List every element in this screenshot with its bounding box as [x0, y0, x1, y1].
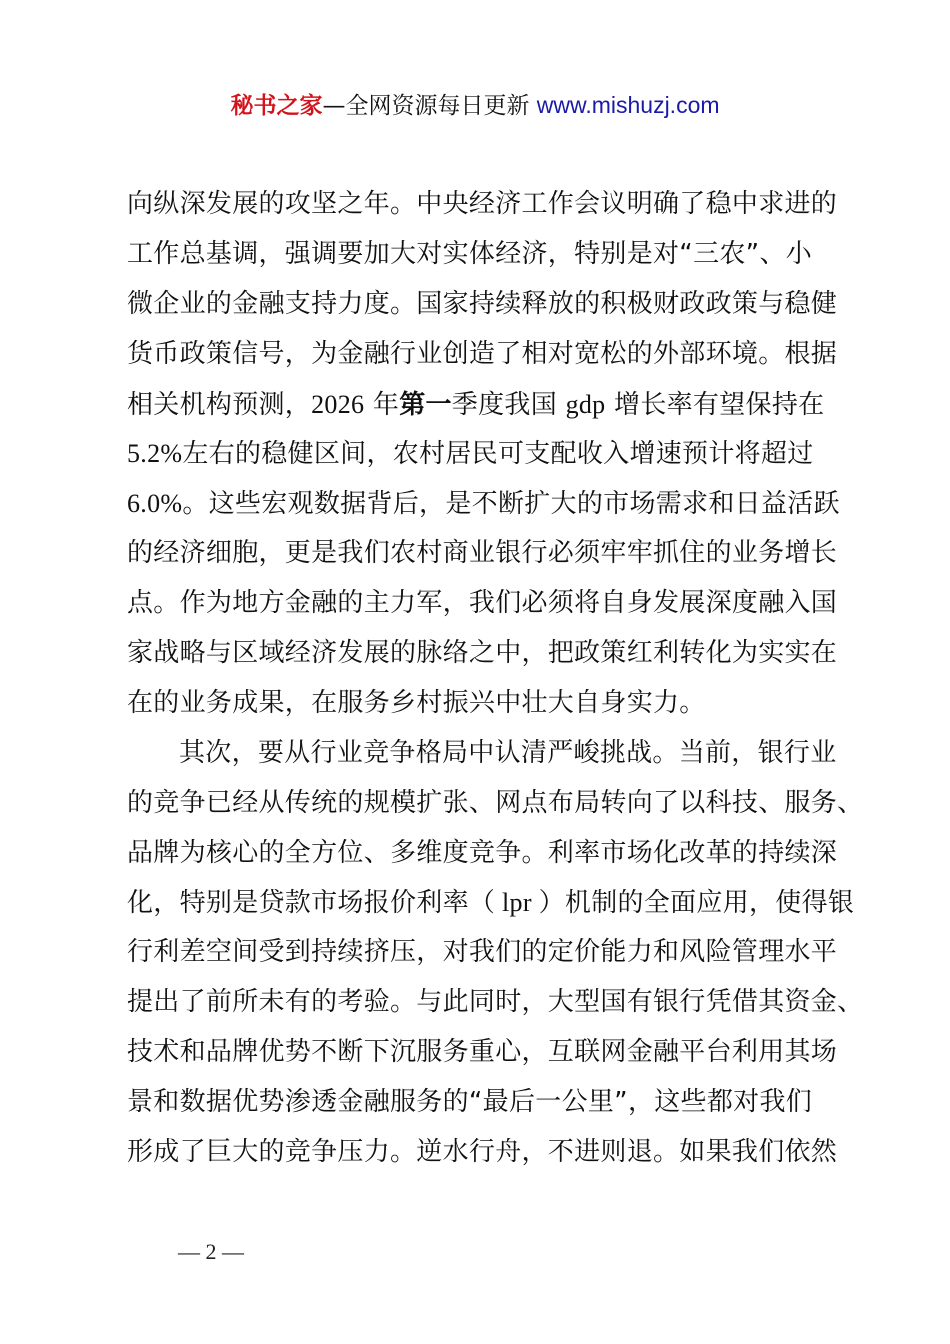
text-segment: 工作总基调，强调要加大对实体经济，特别是对“三农”、小	[127, 238, 813, 269]
text-segment: gdp	[565, 389, 606, 419]
text-segment: 年	[364, 389, 400, 420]
header-tagline: —全网资源每日更新	[322, 93, 530, 119]
site-url[interactable]: www.mishuzj.com	[536, 92, 720, 118]
text-segment: 5.2%	[127, 439, 183, 469]
bold-text-segment: 第一	[399, 389, 452, 420]
text-line	[127, 579, 838, 629]
text-line	[127, 380, 832, 430]
text-segment: 向纵深发展的攻坚之年。中央经济工作会议明确了稳中求进的	[127, 189, 838, 219]
text-line	[127, 978, 864, 1028]
text-line	[127, 280, 838, 330]
text-line	[127, 878, 855, 928]
text-line	[127, 829, 838, 879]
text-line	[127, 180, 838, 230]
text-line	[127, 529, 838, 579]
text-line	[127, 479, 840, 529]
text-segment: 提出了前所未有的考验。与此同时，大型国有银行凭借其资金、	[127, 987, 864, 1018]
text-segment: 的经济细胞，更是我们农村商业银行必须牢牢抓住的业务增长	[127, 538, 838, 569]
document-body	[127, 180, 864, 1178]
text-segment: lpr	[495, 888, 539, 918]
text-segment: 形成了巨大的竞争压力。逆水行舟，不进则退。如果我们依然	[127, 1136, 838, 1167]
text-segment: 增长率有望保持在	[605, 389, 825, 420]
text-segment: 技术和品牌优势不断下沉服务重心，互联网金融平台利用其场	[127, 1037, 838, 1068]
text-line	[127, 729, 837, 779]
text-segment: 其次，要从行业竞争格局中认清严峻挑战。当前，银行业	[179, 737, 837, 768]
text-segment: 季度我国	[451, 389, 566, 420]
text-segment: 2026	[311, 389, 365, 419]
text-segment: 景和数据优势渗透金融服务的“最后一公里”，这些都对我们	[127, 1087, 813, 1118]
page-number: — 2 —	[178, 1239, 244, 1264]
text-segment: 相关机构预测，	[127, 389, 312, 420]
text-segment: 在的业务成果，在服务乡村振兴中壮大自身实力。	[127, 687, 706, 718]
text-segment: 。这些宏观数据背后，是不断扩大的市场需求和日益活跃	[182, 489, 840, 520]
text-line	[127, 1028, 838, 1078]
text-segment: 6.0%	[127, 489, 183, 519]
text-segment: 货币政策信号，为金融行业创造了相对宽松的外部环境。根据	[127, 338, 838, 369]
text-segment: 家战略与区域经济发展的脉络之中，把政策红利转化为实实在	[127, 638, 838, 669]
text-segment: 的竞争已经从传统的规模扩张、网点布局转向了以科技、服务、	[127, 787, 864, 818]
site-header	[0, 88, 950, 123]
text-segment: 微企业的金融支持力度。国家持续释放的积极财政政策与稳健	[127, 288, 838, 319]
paragraph	[127, 729, 864, 1178]
brand-name: 秘书之家	[230, 93, 323, 119]
text-line	[127, 679, 832, 729]
text-line	[127, 629, 838, 679]
text-segment: 品牌为核心的全方位、多维度竞争。利率市场化改革的持续深	[127, 837, 838, 868]
text-segment: 化，特别是贷款市场报价利率（	[127, 888, 496, 919]
text-segment: 左右的稳健区间，农村居民可支配收入增速预计将超过	[182, 439, 814, 470]
text-segment: 点。作为地方金融的主力军，我们必须将自身发展深度融入国	[127, 588, 838, 619]
text-line	[127, 330, 838, 380]
text-line	[127, 1128, 838, 1178]
text-segment: 行利差空间受到持续挤压，对我们的定价能力和风险管理水平	[127, 937, 838, 968]
text-line	[127, 1078, 832, 1128]
paragraph	[127, 180, 840, 729]
text-line	[127, 429, 832, 479]
text-segment: ）机制的全面应用，使得银	[538, 888, 855, 919]
text-line	[127, 928, 838, 978]
text-line	[127, 779, 864, 829]
text-line	[127, 230, 832, 280]
